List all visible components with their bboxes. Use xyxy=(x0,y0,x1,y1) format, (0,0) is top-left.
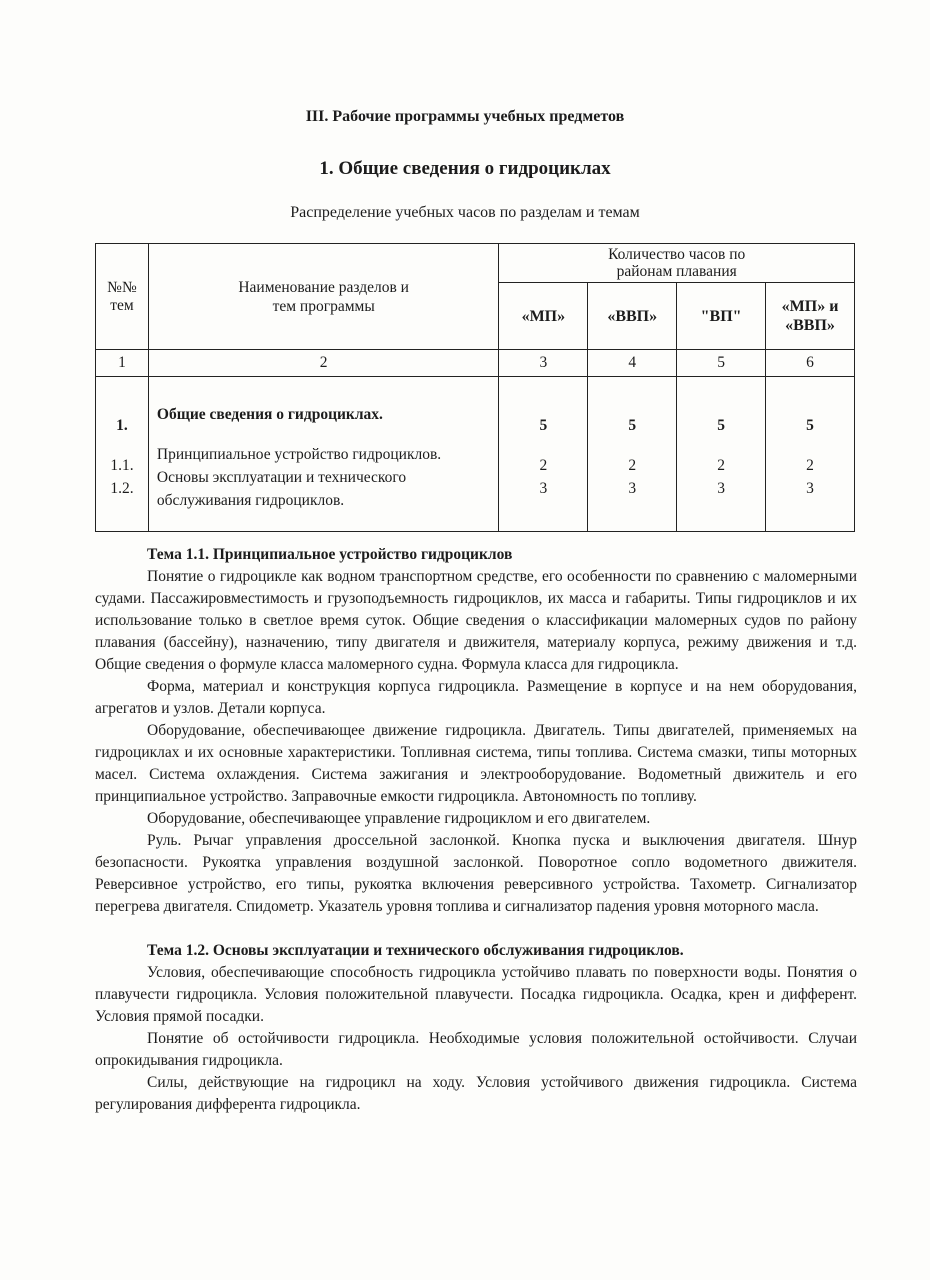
header-name-line2: тем программы xyxy=(272,297,375,315)
header-group-line1: Количество часов по xyxy=(608,246,746,263)
topic-hours: 3 xyxy=(539,480,548,497)
header-col-mp-vvp-line1: «МП» и xyxy=(781,298,839,315)
hours-cell-vvp xyxy=(588,377,677,532)
paragraph: Форма, материал и конструкция корпуса гидроцикла. Размещение в корпусе и на нем оборудования, агрегатов и узлов. Детали корпуса. xyxy=(95,678,857,717)
topic-hours: 2 xyxy=(628,457,637,474)
topic-hours: 2 xyxy=(539,457,548,474)
index-cell: 1 xyxy=(96,350,149,377)
index-cell: 6 xyxy=(766,350,855,377)
header-col-mp-vvp-line2: «ВВП» xyxy=(785,317,835,334)
table-row xyxy=(96,377,855,532)
section-heading: III. Рабочие программы учебных предметов xyxy=(305,108,625,125)
paragraph: Силы, действующие на гидроцикл на ходу. Условия устойчивого движения гидроцикла. Система регулирования дифферента гидроцикла. xyxy=(95,1074,857,1113)
distribution-heading: Распределение учебных часов по разделам и темам xyxy=(290,204,640,221)
section-hours: 5 xyxy=(806,417,814,434)
topic-hours: 3 xyxy=(717,480,725,497)
topic-1-1-title: Тема 1.1. Принципиальное устройство гидроциклов xyxy=(147,546,513,563)
index-cell: 2 xyxy=(148,350,498,377)
paragraph: Понятие о гидроцикле как водном транспортном средстве, его особенности по сравнению с маломерными судами. Пассажировместимость и грузоподъемность гидроциклов, их масса и габариты. Типы гидроциклов и их использование только в светлое время суток. Общие сведения о классификации маломерных судов по району плавания (бассейну), назначению, типу двигателя и движителя, материалу корпуса, режиму движения и т.д. Общие сведения о формуле класса маломерного судна. Формула класса для гидроцикла. xyxy=(95,568,857,673)
section-hours: 5 xyxy=(628,417,637,434)
topic-hours: 2 xyxy=(717,457,725,474)
hours-cell-mp xyxy=(499,377,588,532)
header-name xyxy=(148,244,498,350)
table-index-row xyxy=(96,350,855,377)
section-number: 1. xyxy=(116,417,128,434)
hours-table xyxy=(95,243,855,532)
topic-title: Принципиальное устройство гидроциклов. xyxy=(156,445,442,463)
header-num: №№ тем xyxy=(96,244,149,350)
paragraph: Понятие об остойчивости гидроцикла. Необходимые условия положительной остойчивости. Случаи опрокидывания гидроцикла. xyxy=(95,1030,857,1069)
paragraph: Руль. Рычаг управления дроссельной заслонкой. Кнопка пуска и выключения двигателя. Шнур безопасности. Рукоятка управления воздушной заслонкой. Поворотное сопло водометного движителя. Реверсивное устройство, его типы, рукоятка включения реверсивного устройства. Тахометр. Сигнализатор перегрева двигателя. Спидометр. Указатель уровня топлива и сигнализатор падения уровня моторного масла. xyxy=(95,832,857,915)
paragraph: Оборудование, обеспечивающее управление гидроциклом и его двигателем. xyxy=(147,810,651,827)
header-group xyxy=(499,244,855,283)
topic-title-cont: обслуживания гидроциклов. xyxy=(156,491,345,509)
header-col-mp-vvp xyxy=(766,283,855,350)
topic-1-2-title: Тема 1.2. Основы эксплуатации и технического обслуживания гидроциклов. xyxy=(147,942,684,959)
header-col-mp: «МП» xyxy=(499,283,588,350)
hours-cell-mp-vvp xyxy=(766,377,855,532)
topic-number: 1.2. xyxy=(110,480,134,497)
section-hours: 5 xyxy=(717,417,725,434)
topic-number: 1.1. xyxy=(110,457,134,474)
index-cell: 4 xyxy=(588,350,677,377)
header-col-vvp: «ВВП» xyxy=(588,283,677,350)
header-group-line2: районам плавания xyxy=(616,263,737,280)
topic-hours: 2 xyxy=(806,457,814,474)
header-col-vp: "ВП" xyxy=(677,283,766,350)
hours-cell-vp xyxy=(677,377,766,532)
index-cell: 5 xyxy=(677,350,766,377)
section-hours: 5 xyxy=(539,417,548,434)
header-name-line1: Наименование разделов и xyxy=(238,278,409,296)
topic-hours: 3 xyxy=(806,480,814,497)
paragraph: Условия, обеспечивающие способность гидроцикла устойчиво плавать по поверхности воды. Понятия о плавучести гидроцикла. Условия положительной плавучести. Посадка гидроцикла. Осадка, крен и дифферент. Условия прямой посадки. xyxy=(95,964,857,1025)
body-text xyxy=(95,544,857,1116)
index-cell: 3 xyxy=(499,350,588,377)
topic-hours: 3 xyxy=(628,480,637,497)
topic-titles-cell xyxy=(148,377,498,532)
topic-title: Основы эксплуатации и технического xyxy=(156,468,407,486)
chapter-heading: 1. Общие сведения о гидроциклах xyxy=(319,158,611,179)
paragraph: Оборудование, обеспечивающее движение гидроцикла. Двигатель. Типы двигателей, применяемых на гидроциклах и их основные характеристики. Топливная система, типы топлива. Система смазки, типы моторных масел. Система охлаждения. Система зажигания и электрооборудование. Водометный движитель и его принципиальное устройство. Заправочные емкости гидроцикла. Автономность по топливу. xyxy=(95,722,857,805)
section-title: Общие сведения о гидроциклах. xyxy=(156,405,383,423)
topic-numbers-cell xyxy=(96,377,149,532)
